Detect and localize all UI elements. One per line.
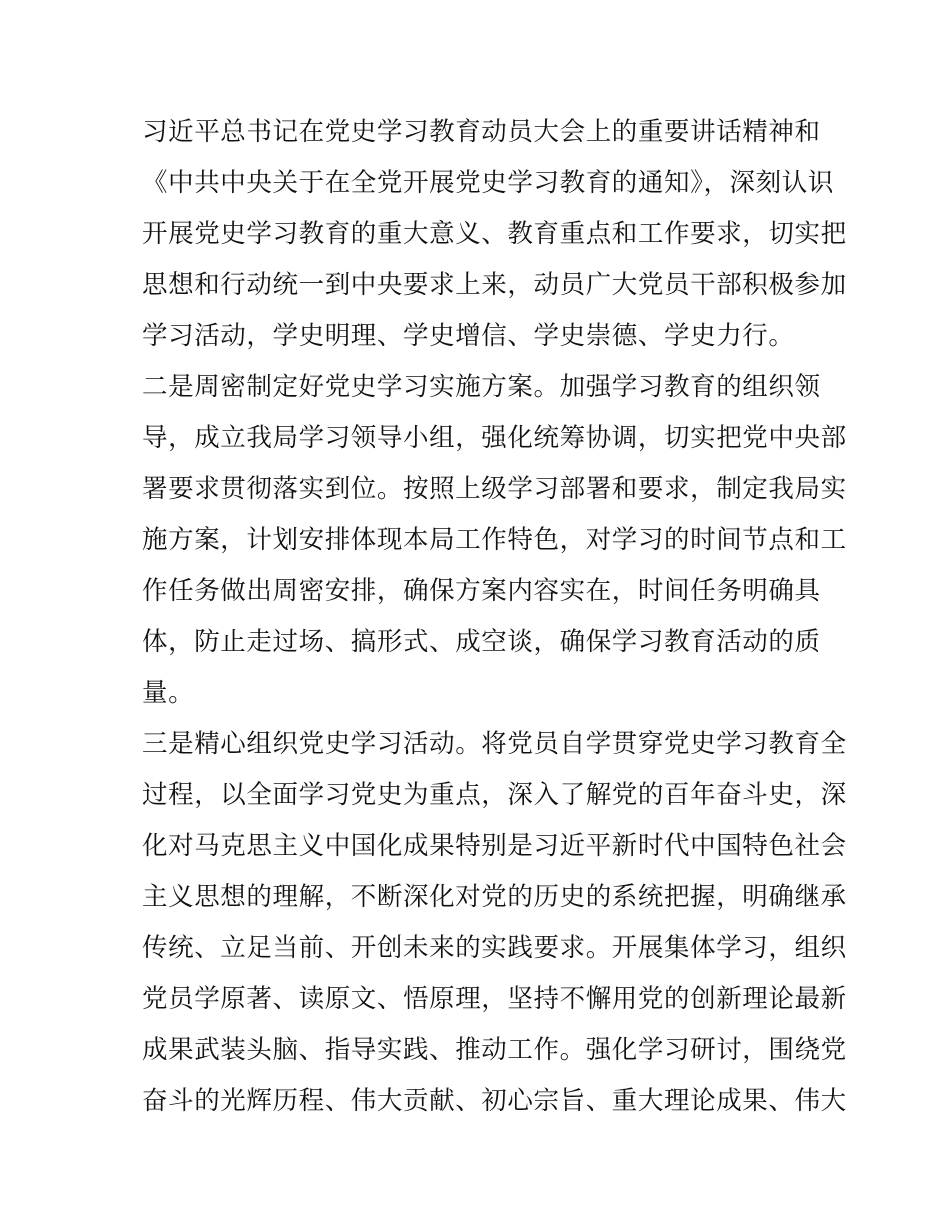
text-line: 署要求贯彻落实到位。按照上级学习部署和要求，制定我局实 bbox=[142, 474, 847, 504]
text-line: 习近平总书记在党史学习教育动员大会上的重要讲话精神和 bbox=[142, 117, 821, 147]
text-line: 奋斗的光辉历程、伟大贡献、初心宗旨、重大理论成果、伟大 bbox=[142, 1086, 847, 1116]
text-line: 开展党史学习教育的重大意义、教育重点和工作要求，切实把 bbox=[142, 219, 847, 249]
text-line: 党员学原著、读原文、悟原理，坚持不懈用党的创新理论最新 bbox=[142, 984, 847, 1014]
text-line: 导，成立我局学习领导小组，强化统筹协调，切实把党中央部 bbox=[142, 423, 847, 453]
text-line: 主义思想的理解，不断深化对党的历史的系统把握，明确继承 bbox=[142, 882, 847, 912]
text-line: 化对马克思主义中国化成果特别是习近平新时代中国特色社会 bbox=[142, 831, 847, 861]
text-line: 量。 bbox=[142, 678, 195, 708]
text-line: 施方案，计划安排体现本局工作特色，对学习的时间节点和工 bbox=[142, 525, 847, 555]
text-line: 《中共中央关于在全党开展党史学习教育的通知》，深刻认识 bbox=[142, 168, 834, 198]
text-line: 三是精心组织党史学习活动。将党员自学贯穿党史学习教育全 bbox=[142, 729, 847, 759]
text-line: 学习活动，学史明理、学史增信、学史崇德、学史力行。 bbox=[142, 321, 795, 351]
text-line: 体，防止走过场、搞形式、成空谈，确保学习教育活动的质 bbox=[142, 627, 821, 657]
body-text bbox=[142, 107, 847, 1127]
text-line: 过程，以全面学习党史为重点，深入了解党的百年奋斗史，深 bbox=[142, 780, 847, 810]
text-line: 作任务做出周密安排，确保方案内容实在，时间任务明确具 bbox=[142, 576, 821, 606]
text-line: 思想和行动统一到中央要求上来，动员广大党员干部积极参加 bbox=[142, 270, 847, 300]
text-line: 传统、立足当前、开创未来的实践要求。开展集体学习，组织 bbox=[142, 933, 847, 963]
text-line: 二是周密制定好党史学习实施方案。加强学习教育的组织领 bbox=[142, 372, 821, 402]
text-line: 成果武装头脑、指导实践、推动工作。强化学习研讨，围绕党 bbox=[142, 1035, 847, 1065]
